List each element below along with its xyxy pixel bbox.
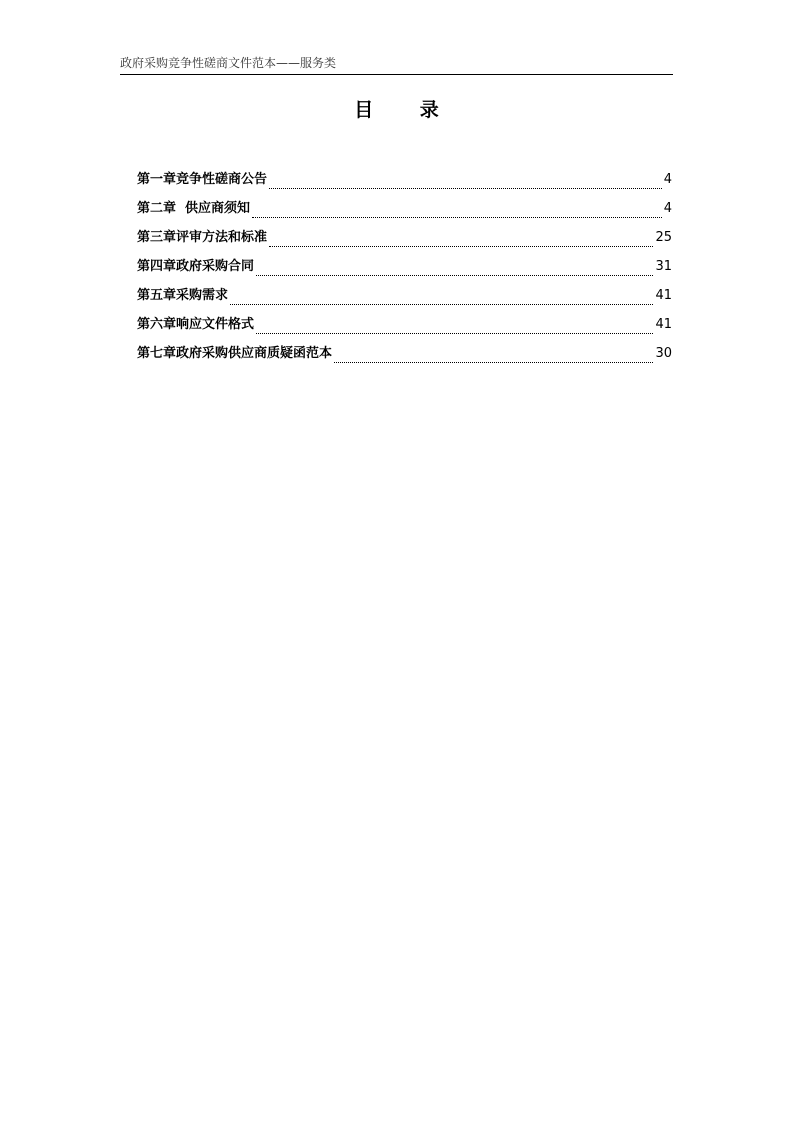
toc-entry-chapter-6[interactable]	[137, 315, 672, 344]
toc-entry-chapter-5[interactable]	[137, 286, 672, 315]
toc-entry-page-number[interactable]: 31	[655, 259, 672, 274]
toc-entry-page-number[interactable]: 41	[655, 288, 672, 303]
table-of-contents	[137, 170, 672, 373]
toc-entry-label[interactable]: 第三章评审方法和标准	[137, 230, 268, 245]
toc-entry-page-number[interactable]: 4	[663, 201, 672, 216]
toc-entry-label[interactable]: 第一章竞争性磋商公告	[137, 172, 268, 187]
page-header	[120, 56, 673, 75]
dot-leader	[334, 361, 653, 363]
dot-leader	[256, 332, 653, 334]
toc-entry-chapter-4[interactable]	[137, 257, 672, 286]
toc-entry-label[interactable]: 第七章政府采购供应商质疑函范本	[137, 346, 333, 361]
toc-entry-chapter-7[interactable]	[137, 344, 672, 373]
dot-leader	[256, 274, 653, 276]
toc-entry-chapter-3[interactable]	[137, 228, 672, 257]
toc-entry-label[interactable]: 第四章政府采购合同	[137, 259, 255, 274]
dot-leader	[269, 245, 653, 247]
toc-entry-label[interactable]: 第五章采购需求	[137, 288, 229, 303]
toc-entry-page-number[interactable]: 25	[655, 230, 672, 245]
header-text: 政府采购竞争性磋商文件范本——服务类	[120, 56, 337, 70]
toc-entry-chapter-2[interactable]	[137, 199, 672, 228]
toc-entry-page-number[interactable]: 41	[655, 317, 672, 332]
toc-entry-label[interactable]: 第六章响应文件格式	[137, 317, 255, 332]
dot-leader	[230, 303, 653, 305]
toc-title: 目 录	[354, 99, 459, 121]
toc-entry-label[interactable]: 第二章 供应商须知	[137, 201, 251, 216]
dot-leader	[252, 216, 662, 218]
dot-leader	[269, 187, 662, 189]
toc-entry-chapter-1[interactable]	[137, 170, 672, 199]
toc-entry-page-number[interactable]: 4	[663, 172, 672, 187]
toc-entry-page-number[interactable]: 30	[655, 346, 672, 361]
